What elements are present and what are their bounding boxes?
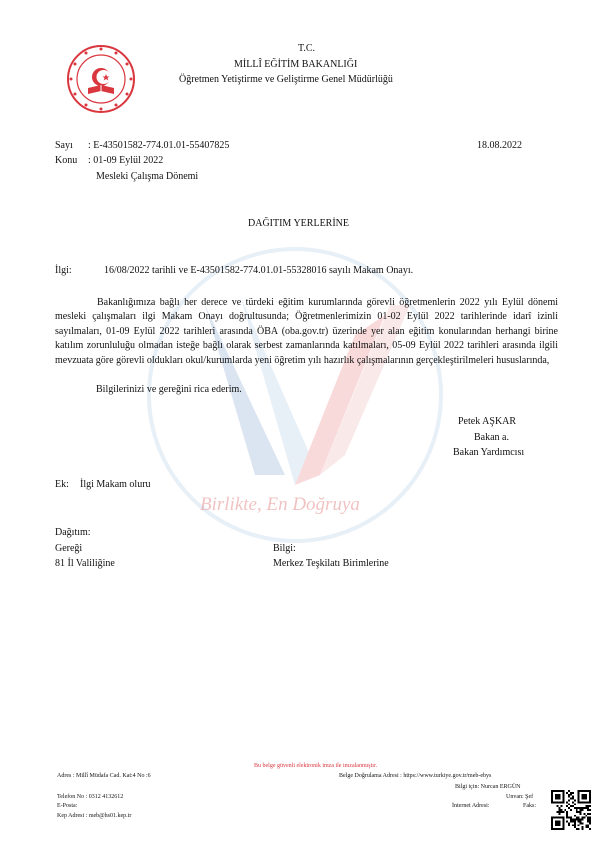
signature-bakan-a: Bakan a. — [474, 432, 509, 443]
distribution-bilgi-label: Bilgi: — [273, 543, 296, 554]
document-date: 18.08.2022 — [477, 140, 522, 151]
header-ministry: MİLLÎ EĞİTİM BAKANLIĞI — [234, 59, 358, 70]
signature-title: Bakan Yardımcısı — [453, 447, 525, 458]
konu-value-line2: Mesleki Çalışma Dönemi — [96, 171, 199, 182]
distribution-gereği-value: 81 İl Valiliğine — [55, 558, 115, 569]
distribution-gereği-label: Gereği — [55, 543, 83, 554]
ek-label: Ek: — [55, 479, 69, 490]
ilgi-label: İlgi: — [55, 265, 72, 276]
footer-faks: Faks: — [523, 803, 537, 809]
konu-label: Konu — [55, 155, 78, 166]
watermark-slogan: Birlikte, En Doğruya — [200, 494, 360, 515]
esign-notice: Bu belge güvenli elektronik imza ile imzalanmıştır. — [254, 763, 378, 769]
ministry-seal-icon — [66, 44, 136, 114]
sayi-label: Sayı — [55, 140, 73, 151]
footer-kep: Kep Adresi : meb@hs01.kep.tr — [57, 813, 132, 819]
konu-value: : 01-09 Eylül 2022 — [88, 155, 164, 166]
footer-email: E-Posta: — [57, 803, 78, 809]
header-directorate: Öğretmen Yetiştirme ve Geliştirme Genel Müdürlüğü — [179, 74, 393, 85]
signature-name: Petek AŞKAR — [458, 416, 517, 427]
footer-bilgi-icin: Bilgi için: Nurcan ERGÜN — [455, 784, 521, 790]
header-tc: T.C. — [298, 43, 316, 54]
distribution-title: Dağıtım: — [55, 527, 91, 538]
ek-value: İlgi Makam oluru — [80, 479, 151, 490]
footer-phone: Telefon No : 0312 4132612 — [57, 794, 124, 800]
footer-unvan: Unvan: Şef — [506, 794, 534, 800]
footer-address: Adres : Millî Müdafa Cad. Kat:4 No :6 — [57, 773, 151, 779]
footer-internet: İnternet Adresi: — [452, 803, 490, 809]
body-paragraph: Bakanlığımıza bağlı her derece ve türdeki eğitim kurumlarında görevli öğretmenlerin 2022 yılı Eylül dönemi mesleki çalışmaları ilgi Makam Onayı doğrultusunda; Öğretmenlerimizin 01-02 Eylül 2022 tarihlerinde idarî izinli sayılmaları, 01-09 Eylül 2022 tarihleri arasında ÖBA (oba.gov.tr) üzerinde yer alan eğitim konularından herhangi birine katılım zorunluluğu olmadan isteğe bağlı olarak serbest zamanlarında katılmaları, 05-09 Eylül 2022 tarihleri arasında ilgili mevzuata göre görevli oldukları okul/kurumlarda yeni öğretim yılı hazırlık çalışmalarının gerçekleştirilmeleri hususlarında, — [55, 297, 558, 366]
ilgi-text: 16/08/2022 tarihli ve E-43501582-774.01.01-55328016 sayılı Makam Onayı. — [104, 265, 414, 276]
qr-code-icon[interactable] — [551, 790, 591, 830]
distribution-bilgi-value: Merkez Teşkilatı Birimlerine — [273, 558, 389, 569]
footer-verify-link[interactable]: Belge Doğrulama Adresi : https://www.turkiye.gov.tr/meb-ebys — [339, 773, 492, 779]
recipient-heading: DAĞITIM YERLERİNE — [248, 218, 350, 229]
body-closing: Bilgilerinizi ve gereğini rica ederim. — [96, 384, 242, 395]
sayi-value: : E-43501582-774.01.01-55407825 — [88, 140, 230, 151]
